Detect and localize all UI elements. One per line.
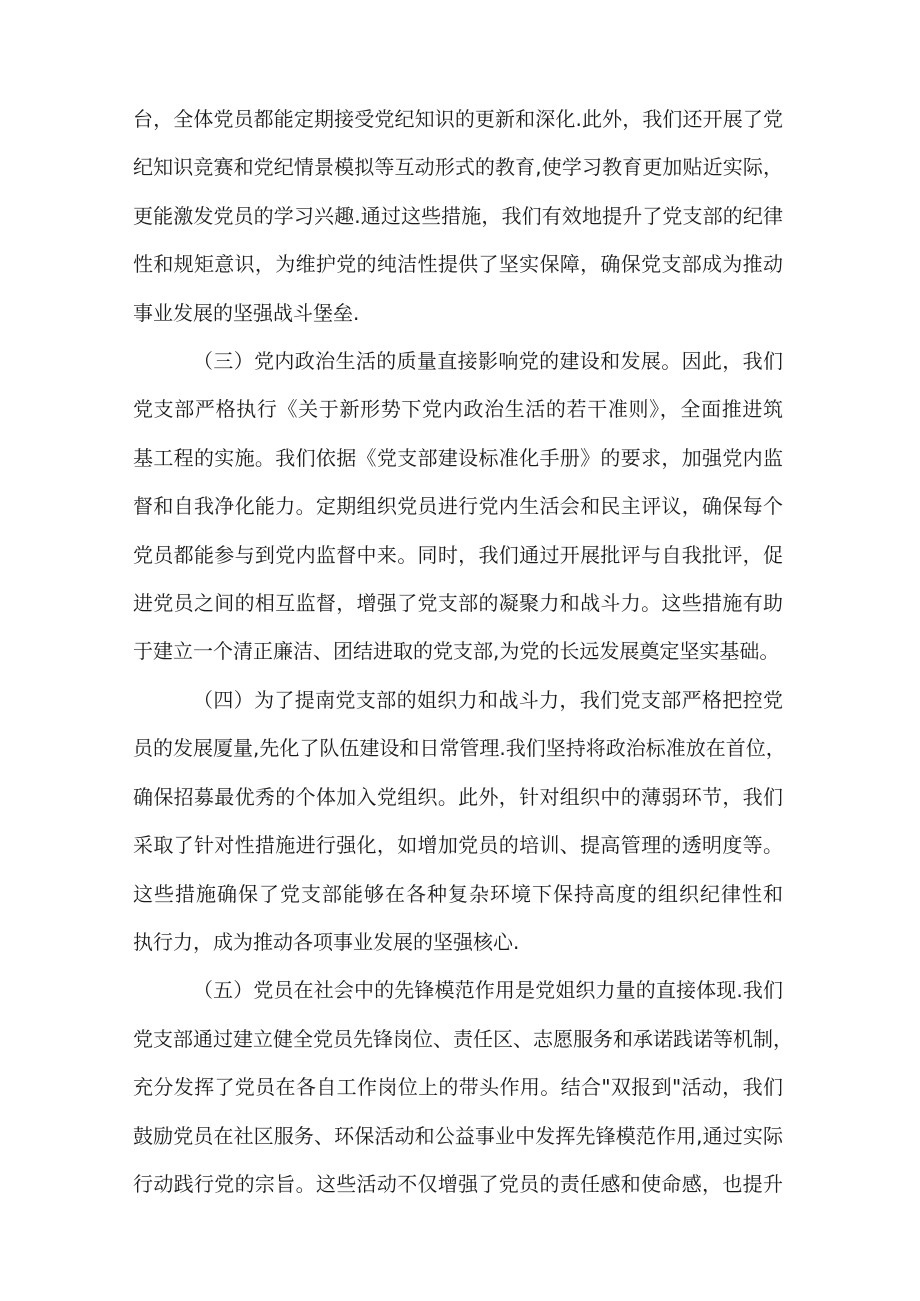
text-line: 督和自我净化能力。定期组织党员进行党内生活会和民主评议，确保每个 (133, 494, 783, 519)
text-line: （五）党员在社会中的先锋模范作用是党姐织力量的直接体现.我们 (193, 978, 783, 1003)
paragraph-section-5 (133, 966, 793, 1208)
text-line: 基工程的实施。我们依据《党支部建设标准化手册》的要求，加强党内监 (133, 445, 783, 470)
text-line: 性和规矩意识，为维护党的纯洁性提供了坚实保障，确保党支部成为推动 (133, 252, 783, 277)
text-line: 党支部通过建立健全党员先锋岗位、责任区、志愿服务和承诺践诺等机制， (133, 1026, 793, 1051)
text-line: （三）党内政治生活的质量直接影响党的建设和发展。因此，我们 (193, 349, 783, 374)
text-line: 这些措施确保了党支部能够在各种复杂环境下保持高度的组织纪律性和 (133, 881, 783, 906)
text-line: 确保招募最优秀的个体加入党组织。此外，针对组织中的薄弱环节，我们 (133, 784, 783, 809)
text-line: 鼓励党员在社区服务、环保活动和公益事业中发挥先锋模范作用,通过实际 (133, 1123, 783, 1148)
text-line: 采取了针对性措施进行强化，如增加党员的培训、提高管理的透明度等。 (133, 833, 783, 858)
text-line: 台，全体党员都能定期接受党纪知识的更新和深化.此外，我们还开展了党 (133, 107, 783, 131)
text-line: 行动践行党的宗旨。这些活动不仅增强了党员的责任感和使命感，也提升 (133, 1171, 783, 1196)
text-line: 更能激发党员的学习兴趣.通过这些措施，我们有效地提升了党支部的纪律 (133, 203, 783, 228)
paragraph-section-4 (133, 676, 786, 966)
document-body (133, 95, 793, 1208)
paragraph-section-3 (133, 337, 783, 676)
text-line: 事业发展的坚强战斗堡垒. (133, 300, 360, 325)
text-line: 党员都能参与到党内监督中来。同时，我们通过开展批评与自我批评，促 (133, 542, 783, 567)
text-line: （四）为了提南党支部的姐织力和战斗力，我们党支部严格把控党 (193, 687, 783, 712)
text-line: 执行力，成为推动各项事业发展的坚强核心. (133, 929, 520, 954)
text-line: 党支部严格执行《关于新形势下党内政治生活的若干准则》，全面推进筑 (133, 397, 783, 422)
text-line: 充分发挥了党员在各自工作岗位上的带头作用。结合"双报到"活动，我们 (133, 1075, 783, 1100)
text-line: 纪知识竞赛和党纪情景模拟等互动形式的教育,使学习教育更加贴近实际， (133, 155, 783, 180)
text-line: 进党员之间的相互监督，增强了党支部的凝聚力和战斗力。这些措施有助 (133, 591, 783, 616)
text-line: 于建立一个清正廉洁、团结进取的党支部,为党的长远发展奠定坚实基础。 (133, 639, 780, 664)
paragraph-continuation (133, 95, 783, 337)
text-line: 员的发展厦量,先化了队伍建设和日常管理.我们坚持将政治标准放在首位， (133, 736, 786, 761)
